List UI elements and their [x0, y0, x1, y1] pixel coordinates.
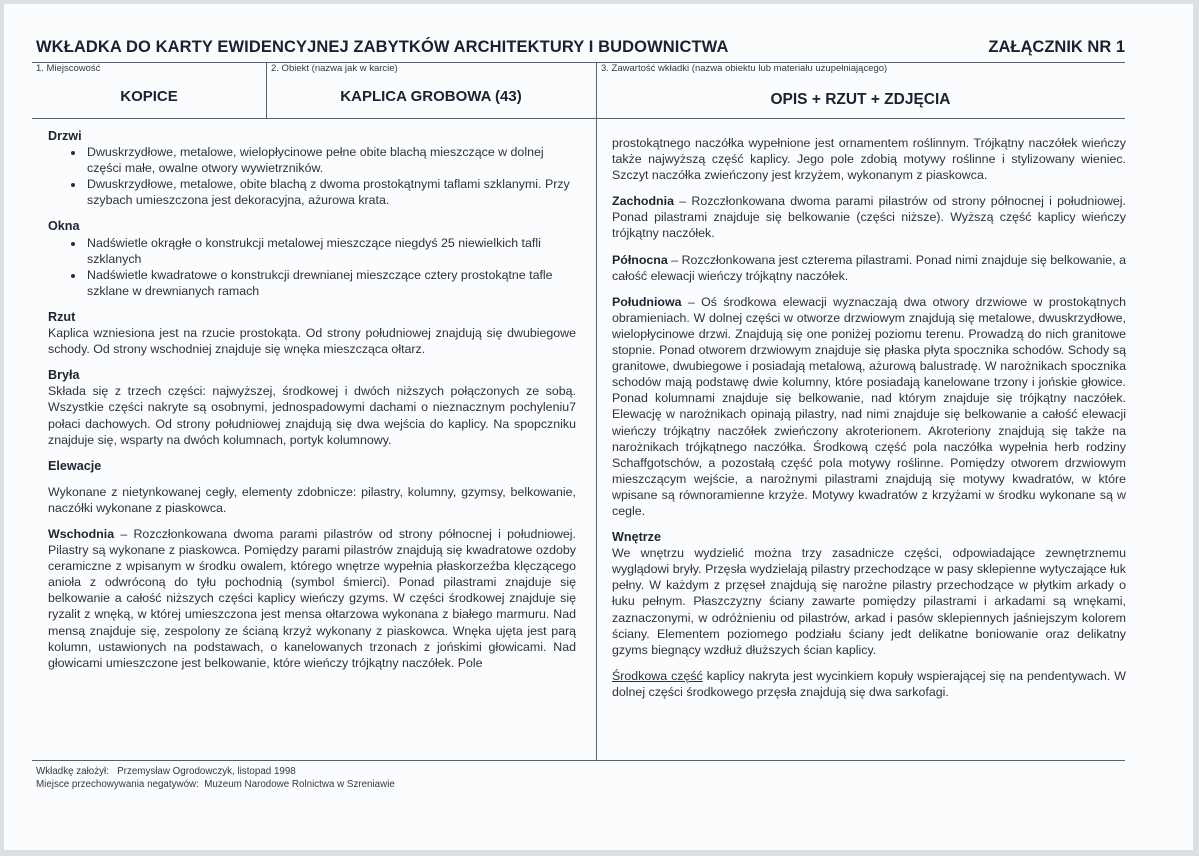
- elewacje-text: Wykonane z nietynkowanej cegły, elementy zdobnicze: pilastry, kolumny, gzymsy, belkowanie, naczółki wykonane z piaskowca.: [48, 484, 576, 515]
- okna-list: [48, 235, 576, 299]
- wschodnia-paragraph: [48, 526, 576, 671]
- author-value: Przemysław Ogrodowczyk, listopad 1998: [117, 766, 296, 777]
- section-heading-okna: Okna: [48, 219, 80, 234]
- negatives-value: Muzeum Narodowe Rolnictwa w Szreniawie: [204, 779, 395, 790]
- field-label-contents: 3. Zawartość wkładki (nazwa obiektu lub materiału uzupełniającego): [601, 63, 888, 74]
- rzut-text: Kaplica wzniesiona jest na rzucie prostokąta. Od strony południowej znajdują się dwubiegowe schody. Od strony wschodniej znajduje się wnęka mieszcząca ołtarz.: [48, 326, 576, 357]
- poludniowa-lead: Południowa: [612, 294, 682, 309]
- footer-author: [36, 766, 296, 777]
- annex-number: ZAŁĄCZNIK NR 1: [988, 38, 1125, 56]
- zachodnia-text: – Rozczłonkowana dwoma parami pilastrów od strony północnej i południowej. Ponad pilastrami znajduje się belkowanie (części niższe). Wyższą część kaplicy wieńczy trójkątny naczółek.: [612, 194, 1126, 241]
- footer-negatives: [36, 779, 395, 790]
- table-bottom-border: [32, 118, 1125, 119]
- list-item: • Dwuskrzydłowe, metalowe, wielopłycinowe pełne obite blachą mieszczące w dolnej części małe, owalne otwory wywietrzników.: [85, 144, 576, 176]
- list-item: • Nadświetle okrągłe o konstrukcji metalowej mieszczące niegdyś 25 niewielkich tafli szklanych: [85, 235, 576, 267]
- continued-text: prostokątnego naczółka wypełnione jest ornamentem roślinnym. Trójkątny naczółek wieńczy także najwyższą część kaplicy. Jego pole zdobią motywy roślinne i stylizowany wieniec. Szczyt naczółka zwieńczony jest krzyżem, wykonanym z piaskowca.: [612, 136, 1126, 183]
- section-heading-bryla: Bryła: [48, 368, 80, 383]
- column-divider: [596, 119, 597, 760]
- list-item: • Nadświetle kwadratowe o konstrukcji drewnianej mieszczące cztery prostokątne tafle szklane w drewnianych ramach: [85, 267, 576, 299]
- negatives-label: Miejsce przechowywania negatywów:: [36, 779, 199, 790]
- bryla-text: Składa się z trzech części: najwyższej, środkowej i dwóch niższych połączonych ze sobą. Wszystkie części nakryte są osobnymi, jednospadowymi dachami o nieznacznym pochyleniu7 połaci dachowych. Od strony południowej znajdują się dwa wejścia do kaplicy. Na spopczniku znajduje się, wsparty na dwóch kolumnach, portyk kolumnowy.: [48, 384, 576, 447]
- left-column: [48, 128, 576, 671]
- author-label: Wkładkę założył:: [36, 766, 109, 777]
- srodkowa-lead: Środkowa część: [612, 668, 703, 683]
- document-title: WKŁADKA DO KARTY EWIDENCYJNEJ ZABYTKÓW ARCHITEKTURY I BUDOWNICTWA: [36, 38, 729, 56]
- field-value-object: KAPLICA GROBOWA (43): [340, 88, 522, 105]
- polnocna-lead: Północna: [612, 252, 668, 267]
- list-item: • Dwuskrzydłowe, metalowe, obite blachą z dwoma prostokątnymi taflami szklanymi. Przy szybach umieszczona jest dekoracyjna, ażurowa krata.: [85, 176, 576, 208]
- drzwi-list: [48, 144, 576, 208]
- wschodnia-text: – Rozczłonkowana dwoma parami pilastrów od strony północnej i południowej. Pilastry są wykonane z piaskowca. Pomiędzy parami pilastrów znajdują się kwadratowe ozdoby ceramiczne z wpisanym w środku owalem, którego wnętrze wypełnia płaskorzeźba klęczącego anioła z odwróconą do tyłu pochodnią (symbol śmierci). Ponad pilastrami znajduje się belkowanie a całość niższych części kaplicy wieńczy gzyms. W części środkowej znajduje się ryzalit z wnęką, w której umieszczona jest mensa ołtarzowa wykonana z białego marmuru. Nad mensą znajduje się, zespolony ze ścianą krzyż wykonany z piaskowca. Wnęka ujęta jest parą kolumn, ustawionych na podstawach, o kanelowanych trzonach z jońskimi głowicami. Nad głowicami umieszczone jest belkowanie, które wieńczy trójkątny naczółek. Pole: [48, 526, 576, 670]
- srodkowa-paragraph: [612, 668, 1126, 700]
- poludniowa-paragraph: [612, 294, 1126, 519]
- section-heading-elewacje: Elewacje: [48, 458, 102, 473]
- section-heading-drzwi: Drzwi: [48, 129, 82, 143]
- field-label-locality: 1. Miejscowość: [36, 63, 101, 74]
- srodkowa-text: kaplicy nakryta jest wycinkiem kopuły wspierającej się na pendentywach. W dolnej części środkowego przęsła znajdują się dwa sarkofagi.: [612, 668, 1126, 699]
- polnocna-paragraph: [612, 252, 1126, 284]
- section-heading-wnetrze: Wnętrze: [612, 530, 661, 545]
- field-value-locality: KOPICE: [120, 88, 178, 105]
- field-label-object: 2. Obiekt (nazwa jak w karcie): [271, 63, 398, 74]
- polnocna-text: – Rozczłonkowana jest czterema pilastrami. Ponad nimi znajduje się belkowanie, a całość elewacji wieńczy trójkątny naczółek.: [612, 252, 1126, 283]
- zachodnia-paragraph: [612, 193, 1126, 241]
- right-column: [612, 135, 1126, 700]
- content-bottom-border: [32, 760, 1125, 761]
- poludniowa-text: – Oś środkowa elewacji wyznaczają dwa otwory drzwiowe w prostokątnych obramieniach. W dolnej części w otworze drzwiowym znajdują się metalowe, dwuskrzydłowe, wielopłycinowe drzwi. Znajdują się one poniżej poziomu terenu. Prowadzą do nich granitowe stopnie. Ponad otworem drzwiowym znajduje się płaska płyta spocznika schodów. Schody są granitowe, dwubiegowe i posiadają metalową, ażurową balustradę. W narożnikach spocznika schodów mają podstawę dwie kolumny, które posiadają kanelowane trzony i jońskie głowice. Ponad kolumnami znajduje się belkowanie, nad którym znajduje się trójkątny naczółek. Elewację w narożnikach opinają pilastry, nad nimi znajduje się belkowanie a całość elewacji wieńczy trójkątny naczółek zwieńczony akroterionem. Akroteriony znajdują się także na narożnikach trójkątnego naczółka. Środkową część pola naczółka wypełnia herb rodziny Schaffgotschów, a pozostałą część pola motywy roślinne. Pomiędzy otworem drzwiowym mieszczącym wejście, a narożnymi pilastrami znajdują się motywy kwadratów, w które wpisane są równoramienne krzyże. Motywy kwadratów z krzyżami w środku wykonane są w cegle.: [612, 294, 1126, 518]
- zachodnia-lead: Zachodnia: [612, 194, 674, 209]
- field-value-contents: OPIS + RZUT + ZDJĘCIA: [770, 91, 951, 108]
- section-heading-rzut: Rzut: [48, 309, 76, 324]
- table-top-border: [32, 62, 1125, 63]
- wschodnia-lead: Wschodnia: [48, 526, 115, 541]
- wnetrze-text: We wnętrzu wydzielić można trzy zasadnicze części, odpowiadające zewnętrznemu wyglądowi bryły. Przęsła wydzielają pilastry przechodzące w pasy sklepienne wytyczające łuk pełny. W każdym z przęseł znajdują się narożne pilastry przechodzące w płytkim arkady o łuku pełnym. Płaszczyzny ściany zawarte pomiędzy pilastrami i arkadami są wnękami, zaznaczonymi, w odróżnieniu od pilastrów, arkad i pasów sklepiennych jaśniejszym kolorem ściany. Elementem poziomego podziału ściany jedt delikatne boniowanie oraz delikatny gzyms biegnący wzdłuż dłuższych ścian kaplicy.: [612, 546, 1126, 657]
